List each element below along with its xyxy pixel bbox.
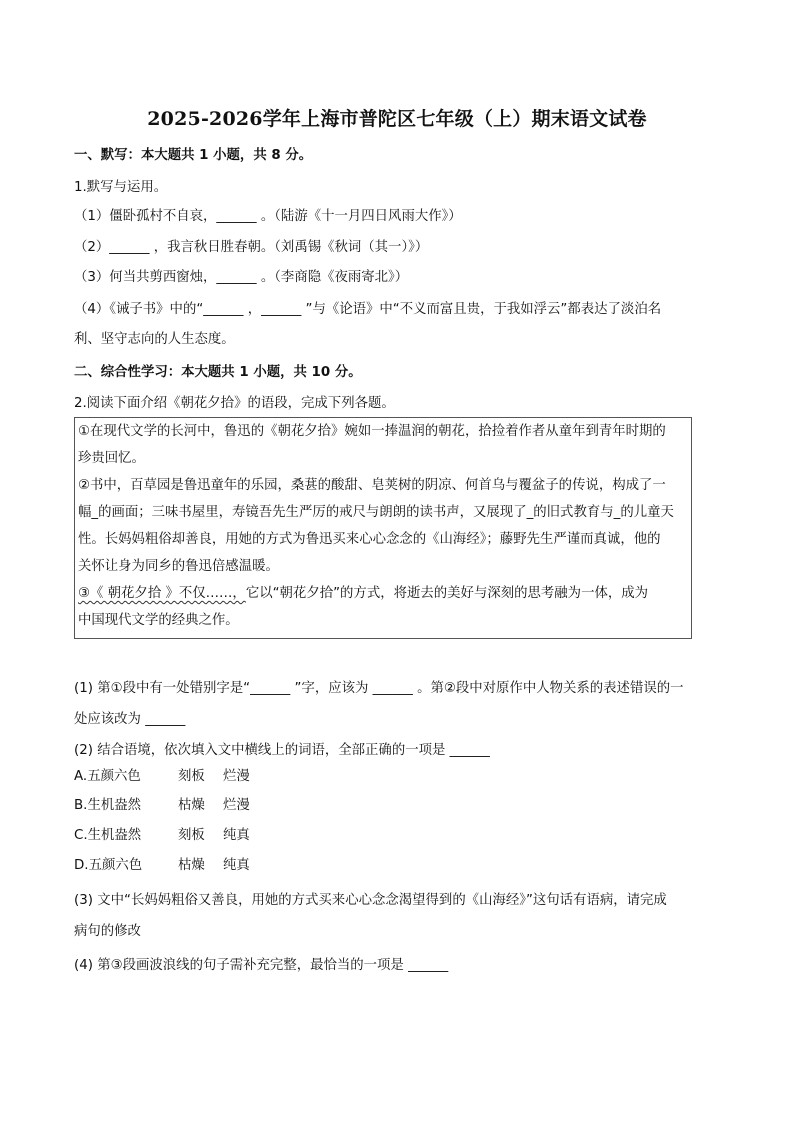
sub-question-2: (2) 结合语境，依次填入文中横线上的词语，全部正确的一项是 ______ [74, 743, 490, 758]
option-letter: D. [74, 858, 89, 873]
option-d[interactable] [74, 856, 250, 876]
exam-title: 2025-2026学年上海市普陀区七年级（上）期末语文试卷 [147, 108, 647, 130]
wavy-underlined-sentence: ③《 朝花夕拾 》不仅……， [78, 586, 246, 601]
option-word-1: 生机盎然 [87, 828, 142, 843]
sub-question-3-line-2: 病句的修改 [74, 924, 141, 939]
passage-line: 幅_的画面；三味书屋里，寿镜吾先生严厉的戒尺与朗朗的读书声，又展现了_的旧式教育与_的儿童天 [78, 505, 674, 520]
passage-line: 关怀让身为同乡的鲁迅倍感温暖。 [78, 559, 279, 574]
passage-line: 珍贵回忆。 [78, 451, 145, 466]
option-word-2: 枯燥 [178, 858, 205, 873]
option-word-3: 纯真 [223, 858, 250, 873]
sub-question-4: (4) 第③段画波浪线的句子需补充完整，最恰当的一项是 ______ [74, 958, 449, 973]
option-b[interactable] [74, 796, 250, 816]
sub-question-1-line-2: 处应该改为 ______ [74, 712, 186, 727]
option-letter: B. [74, 798, 88, 813]
option-a[interactable] [74, 767, 250, 787]
passage-line: 中国现代文学的经典之作。 [78, 613, 239, 628]
option-word-3: 烂漫 [223, 798, 250, 813]
option-word-1: 生机盎然 [87, 798, 142, 813]
question-1-item-4-line-1: （4）《诫子书》中的“______ ，______ ”与《论语》中“不义而富且贵，于我如浮云”都表达了淡泊名 [74, 302, 662, 317]
question-1-item-1: （1）僵卧孤村不自哀，______ 。（陆游《十一月四日风雨大作》） [74, 209, 462, 224]
sub-question-1-line-1: (1) 第①段中有一处错别字是“______ ”字，应该为 ______ 。第②段中对原作中人物关系的表述错误的一 [74, 681, 684, 696]
option-word-2: 枯燥 [178, 798, 205, 813]
option-word-3: 纯真 [223, 828, 250, 843]
question-1-item-4-line-2: 利、坚守志向的人生态度。 [74, 332, 235, 347]
option-letter: C. [74, 828, 88, 843]
option-word-1: 五颜六色 [88, 858, 143, 873]
option-word-2: 刻板 [178, 828, 205, 843]
passage-line: ①在现代文学的长河中，鲁迅的《朝花夕拾》婉如一捧温润的朝花，拾捡着作者从童年到青年时期的 [78, 424, 666, 439]
passage-line-with-wavy [78, 584, 648, 604]
option-c[interactable] [74, 826, 250, 846]
option-word-3: 烂漫 [223, 769, 250, 784]
passage-line: 性。长妈妈粗俗却善良，用她的方式为鲁迅买来心心念念的《山海经》；藤野先生严谨而真诚，他的 [78, 532, 661, 547]
option-word-2: 刻板 [178, 769, 205, 784]
option-word-1: 五颜六色 [87, 769, 141, 784]
sub-question-3-line-1: (3) 文中“长妈妈粗俗又善良，用她的方式买来心心念念渴望得到的《山海经》”这句话有语病，请完成 [74, 893, 667, 908]
reading-passage-box [74, 417, 692, 639]
passage-line: ②书中，百草园是鲁迅童年的乐园，桑葚的酸甜、皂荚树的阴凉、何首乌与覆盆子的传说，构成了一 [78, 478, 666, 493]
question-1-item-2: （2）______ ，我言秋日胜春朝。（刘禹锡《秋词（其一）》） [74, 240, 429, 255]
passage-line-rest: 它以“朝花夕拾”的方式，将逝去的美好与深刻的思考融为一体，成为 [245, 586, 649, 601]
question-1-item-3: （3）何当共剪西窗烛，______ 。（李商隐《夜雨寄北》） [74, 270, 409, 285]
question-1-stem: 1.默写与运用。 [74, 180, 168, 195]
question-2-stem: 2.阅读下面介绍《朝花夕拾》的语段，完成下列各题。 [74, 396, 395, 411]
option-letter: A. [74, 769, 88, 784]
section-1-header: 一、默写：本大题共 1 小题，共 8 分。 [74, 148, 313, 163]
section-2-header: 二、综合性学习：本大题共 1 小题，共 10 分。 [74, 365, 362, 380]
